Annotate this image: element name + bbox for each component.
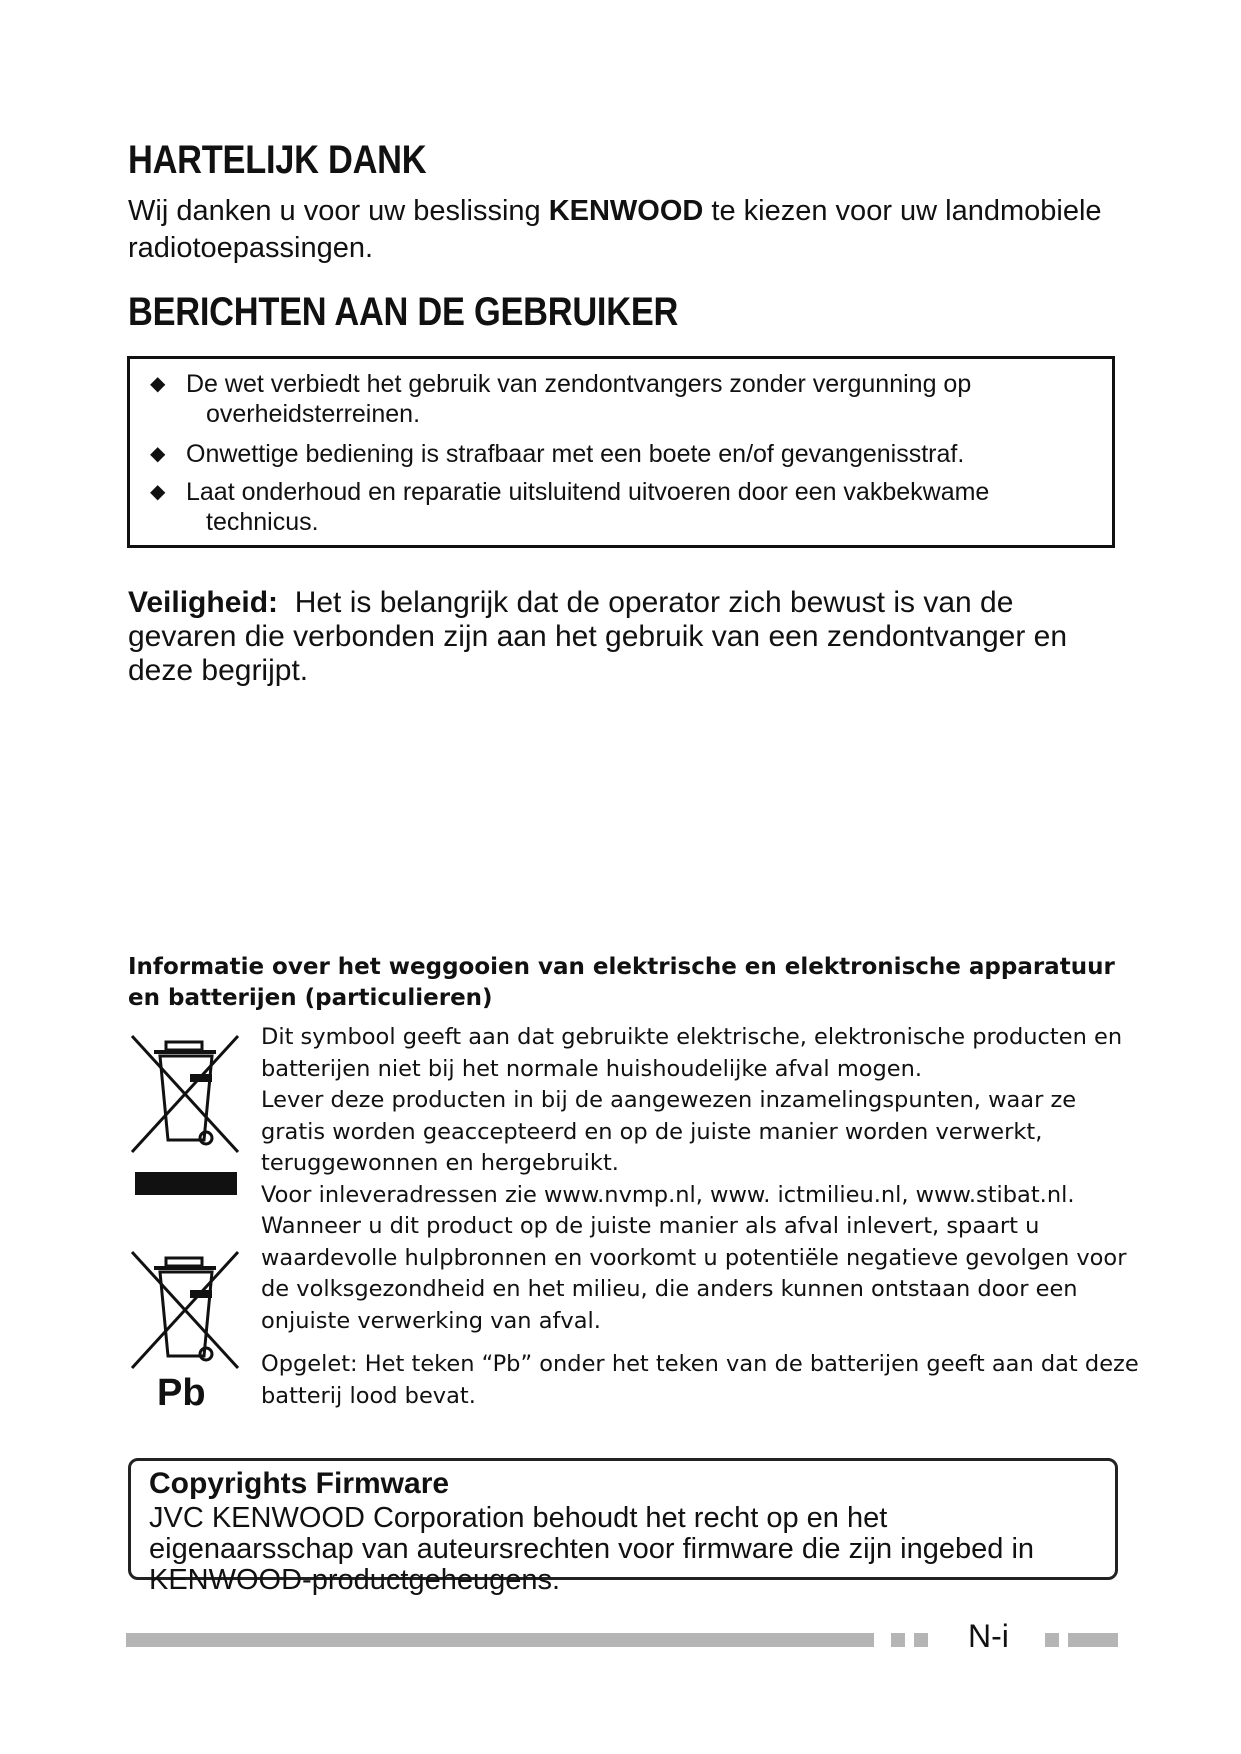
diamond-bullet-icon: ◆	[150, 443, 166, 465]
crossed-bin-icon	[126, 1028, 244, 1160]
footer-rule-dot	[914, 1633, 928, 1647]
disposal-paragraph: Lever deze producten in bij de aangewezen inzamelingspunten, waar ze gratis worden geaccepteerd en op de juiste manier worden verwerkt, teruggewonnen en hergebruikt.	[261, 1087, 1077, 1176]
notice-line: De wet verbiedt het gebruik van zendontvangers zonder vergunning op	[186, 370, 972, 398]
battery-bin-icon	[126, 1244, 244, 1376]
copyright-text: JVC KENWOOD Corporation behoudt het recht op en het eigenaarsschap van auteursrechten voor firmware die zijn ingebed in KENWOOD-productgeheugens.	[149, 1502, 1035, 1596]
separate-collection-bar	[135, 1172, 237, 1195]
safety-label: Veiligheid:	[128, 586, 279, 619]
safety-text: Het is belangrijk dat de operator zich bewust is van de gevaren die verbonden zijn aan het gebruik van een zendontvanger en deze begrijpt.	[128, 586, 1068, 687]
footer-rule-left	[126, 1633, 874, 1647]
disposal-paragraph: Dit symbool geeft aan dat gebruikte elektrische, elektronische producten en batterijen niet bij het normale huishoudelijke afval mogen.	[261, 1024, 1123, 1082]
disposal-paragraph: Wanneer u dit product op de juiste manier als afval inlevert, spaart u waardevolle hulpbronnen en voorkomt u potentiële negatieve gevolgen voor de volksgezondheid en het milieu, die anders kunnen ontstaan door een onjuiste verwerking van afval.	[261, 1213, 1127, 1334]
footer-rule-dot	[1045, 1633, 1059, 1647]
notice-line: Onwettige bediening is strafbaar met een boete en/of gevangenisstraf.	[186, 440, 965, 468]
notice-line-continued: overheidsterreinen.	[206, 400, 421, 428]
footer-rule-right	[1068, 1633, 1118, 1647]
brand-name: KENWOOD	[548, 195, 704, 227]
thanks-text-after: te kiezen voor uw landmobiele radiotoepassingen.	[128, 195, 1102, 264]
copyright-title: Copyrights Firmware	[149, 1467, 450, 1500]
lead-warning: Opgelet: Het teken “Pb” onder het teken van de batterijen geeft aan dat deze batterij lood bevat.	[261, 1351, 1139, 1409]
thanks-heading: HARTELIJK DANK	[128, 138, 427, 182]
notice-box	[127, 356, 1115, 548]
copyright-box	[128, 1458, 1118, 1596]
page-number: N-i	[968, 1618, 1009, 1654]
thanks-text-before: Wij danken u voor uw beslissing	[128, 195, 549, 227]
notice-item	[150, 369, 1090, 429]
disposal-title: Informatie over het weggooien van elektrische en elektronische apparatuur en batterijen (particulieren)	[128, 954, 1115, 1011]
notice-item	[150, 439, 1090, 469]
disposal-paragraph: Voor inleveradressen zie www.nvmp.nl, www. ictmilieu.nl, www.stibat.nl.	[261, 1181, 1075, 1208]
notice-item	[150, 477, 1090, 537]
safety-paragraph	[128, 586, 1128, 688]
footer-rule-dot	[891, 1633, 905, 1647]
notices-heading: BERICHTEN AAN DE GEBRUIKER	[128, 290, 679, 334]
diamond-bullet-icon: ◆	[150, 481, 166, 503]
diamond-bullet-icon: ◆	[150, 373, 166, 395]
lead-pb-label: Pb	[157, 1372, 206, 1414]
notice-line: Laat onderhoud en reparatie uitsluitend uitvoeren door een vakbekwame	[186, 478, 990, 506]
notice-line-continued: technicus.	[206, 508, 319, 536]
thanks-paragraph	[128, 193, 1118, 267]
disposal-text	[261, 1022, 1141, 1412]
